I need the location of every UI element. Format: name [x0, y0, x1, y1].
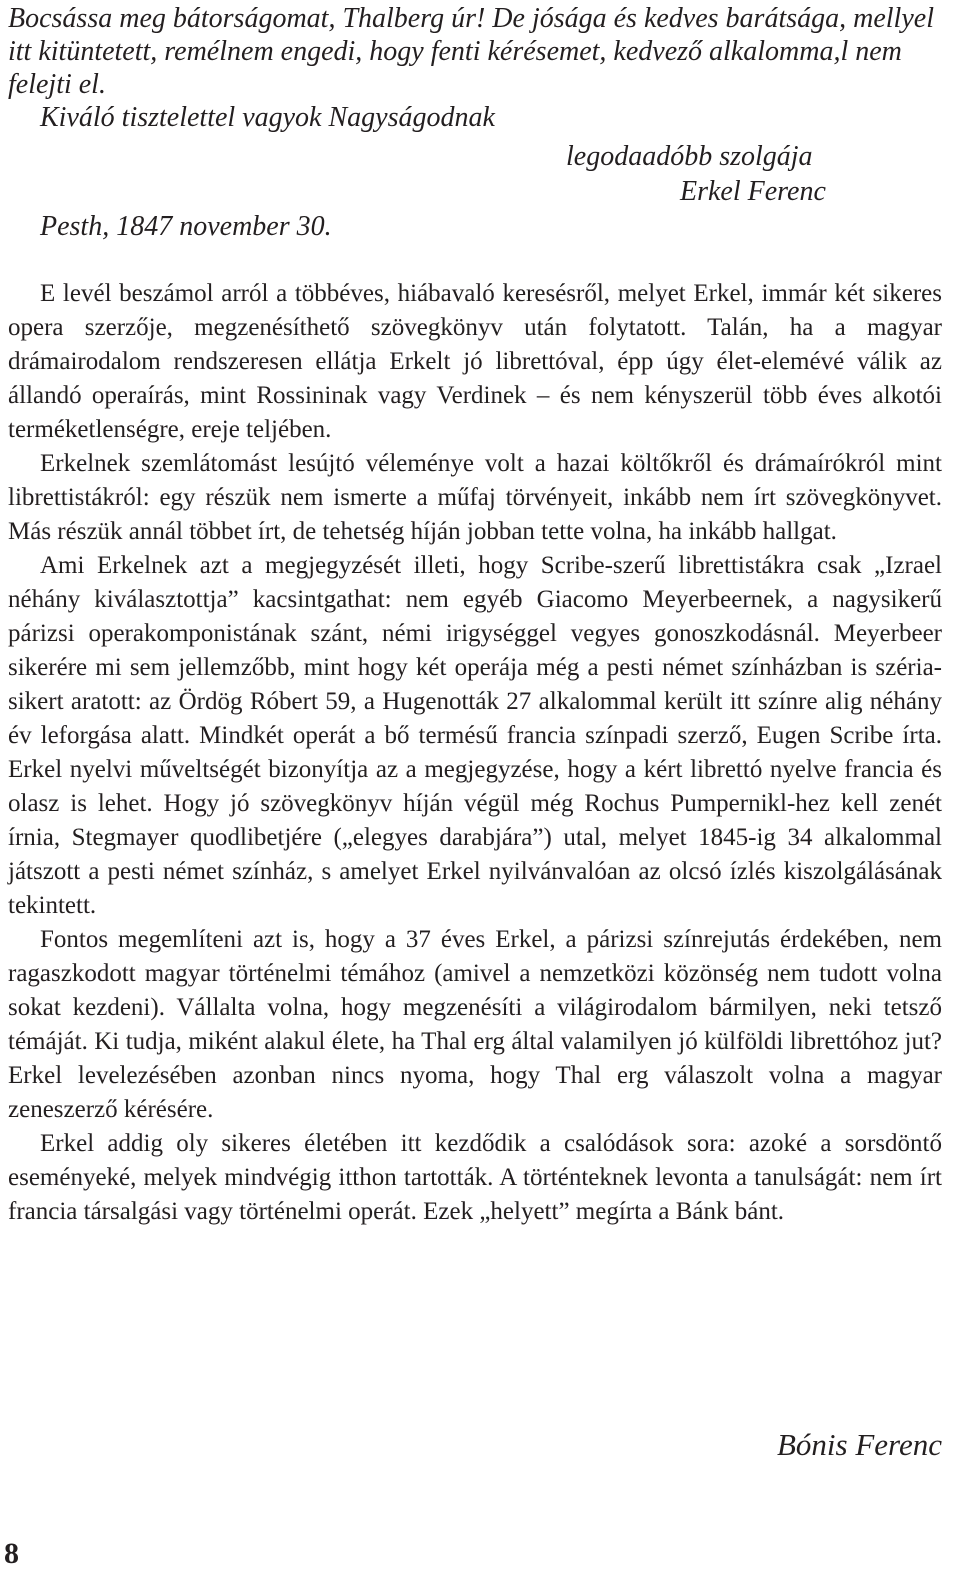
letter-greeting: Kiváló tisztelettel vagyok Nagyságodnak: [40, 102, 495, 133]
letter-signature-line: legodaadóbb szolgája: [566, 141, 813, 172]
commentary-text: [8, 277, 942, 1229]
essay-paragraph: E levél beszámol arról a többéves, hiábavaló keresésről, melyet Erkel, immár két sikeres opera szerzője, megzenésíthető szövegkönyv után folytatott. Talán, ha a magyar drámairodalom rendszeresen ellátja Erkelt jó librettóval, épp úgy élet-elemévé válik az állandó operaírás, mint Rossininak vagy Verdinek – és nem kényszerül több éves alkotói terméketlenségre, ereje teljében.: [8, 280, 942, 443]
letter-place-date: Pesth, 1847 november 30.: [40, 211, 332, 242]
essay-paragraph: Ami Erkelnek azt a megjegyzését illeti, hogy Scribe-szerű librettistákra csak „Izrael néhány kiválasztottja” kacsintgathat: nem egyéb Giacomo Meyerbeernek, a nagysikerű párizsi operakomponistának szánt, némi irigységgel vegyes gonoszkodásnál. Meyerbeer sikerére mi sem jellemzőbb, mint hogy két operája még a pesti német színházban is széria-sikert aratott: az Ördög Róbert 59, a Hugenották 27 alkalommal került itt színre alig néhány év leforgása alatt. Mindkét operát a bő termésű francia színpadi szerző, Eugen Scribe írta. Erkel nyelvi műveltségét bizonyítja az a megjegyzése, hogy a kért librettó nyelve francia és olasz is lehet. Hogy jó szövegkönyv híján végül még Rochus Pumpernikl-hez kell zenét írnia, Stegmayer quodlibetjére („elegyes darabjára”) utal, melyet 1845-ig 34 alkalommal játszott a pesti német színház, s amelyet Erkel nyilvánvalóan az olcsó ízlés kiszolgálásának tekintett.: [8, 552, 942, 919]
essay-paragraph: Fontos megemlíteni azt is, hogy a 37 éves Erkel, a párizsi színrejutás érdekében, nem ragaszkodott magyar történelmi témához (amivel a nemzetközi közönség nem tudott volna sokat kezdeni). Vállalta volna, hogy megzenésíti a világirodalom bármilyen, neki tetsző témáját. Ki tudja, miként alakul élete, ha Thal erg által valamilyen jó külföldi librettóhoz jut? Erkel levelezésében azonban nincs nyoma, hogy Thal erg válaszolt volna a magyar zeneszerző kérésére.: [8, 926, 942, 1123]
letter-excerpt: [8, 2, 942, 134]
essay-paragraph: Erkelnek szemlátomást lesújtó véleménye volt a hazai költőkről és drámaírókról mint librettistákról: egy részük nem ismerte a műfaj törvényeit, inkább nem írt szövegkönyvet. Más részük annál többet írt, de tehetség híján jobban tette volna, ha inkább hallgat.: [8, 450, 942, 545]
letter-closing-paragraph: Bocsássa meg bátorságomat, Thalberg úr! De jósága és kedves barátsága, mellyel itt kitüntetett, remélnem engedi, hogy fenti kérésemet, kedvező alkalomma,l nem felejti el.: [8, 3, 934, 100]
essay-paragraph: Erkel addig oly sikeres életében itt kezdődik a csalódások sora: azoké a sorsdöntő eseményeké, melyek mindvégig itthon tartották. A történteknek levonta a tanulságát: nem írt francia társalgási vagy történelmi operát. Ezek „helyett” megírta a Bánk bánt.: [8, 1130, 942, 1225]
author-name: Bónis Ferenc: [777, 1427, 942, 1462]
page-number: 8: [4, 1537, 19, 1570]
letter-signature-name: Erkel Ferenc: [680, 176, 826, 207]
